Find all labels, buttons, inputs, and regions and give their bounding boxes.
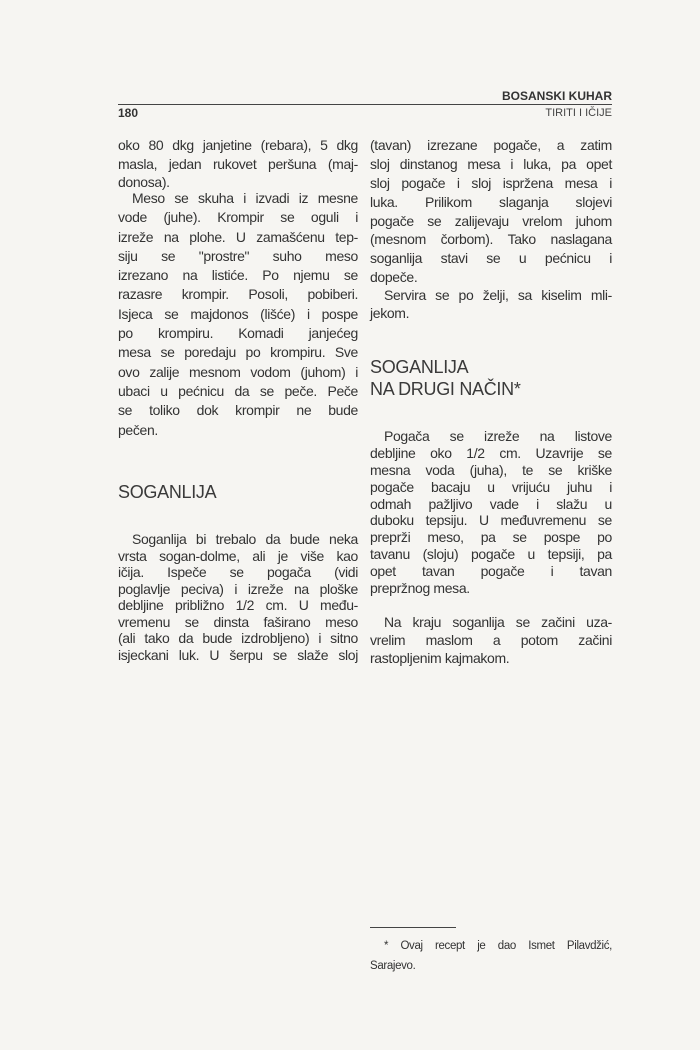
text-line: (mesnom čorbom). Tako naslagana [370, 231, 612, 248]
text-line: izreže na plohe. U zamašćenu tep- [118, 228, 358, 245]
footnote [370, 936, 612, 976]
text-line: soganlija stavi se u pećnicu i [370, 250, 612, 267]
text-line: * Ovaj recept je dao Ismet Pilavdžić, [384, 940, 612, 952]
page-number: 180 [118, 106, 139, 120]
text-line: odmah pažljivo vade i slažu u [370, 495, 612, 512]
text-line: rastopljenim kajmakom. [370, 650, 510, 666]
text-line: debljine približno 1/2 cm. U među- [118, 597, 358, 613]
text-line: vode (juhe). Krompir se oguli i [118, 209, 358, 226]
text-line: preprži meso, pa se pospe po [370, 529, 612, 546]
text-line: Na kraju soganlija se začini uza- [384, 614, 612, 630]
text-line: Soganlija bi trebalo da bude neka [132, 531, 358, 547]
text-line: Sarajevo. [370, 960, 416, 972]
left-paragraph-1 [118, 136, 358, 192]
text-line: dopeče. [370, 269, 418, 286]
header-rule [118, 104, 612, 105]
text-line: vrelim maslom a potom začini [370, 632, 612, 648]
text-line: Meso se skuha i izvadi iz mesne [132, 190, 358, 206]
section-heading-soganlija: SOGANLIJA [118, 482, 217, 502]
left-paragraph-3 [118, 531, 358, 663]
text-line: debljine oko 1/2 cm. Uzavrije se [370, 444, 612, 461]
text-line: mesna voda (juha), te se kriške [370, 461, 612, 478]
right-paragraph-4 [370, 613, 612, 667]
text-line: poglavlje peciva) i izreže na ploške [118, 580, 358, 597]
chapter-title: TIRITI I IČIJE [545, 107, 612, 119]
text-line: pečen. [118, 421, 158, 438]
text-line: Servira se po želji, sa kiselim mli- [384, 287, 612, 303]
text-line: izrezano na listiće. Po njemu se [118, 267, 358, 284]
text-line: oko 80 dkg janjetine (rebara), 5 dkg [118, 137, 358, 153]
text-line: pogače se zalijevaju vrelom juhom [370, 212, 612, 229]
text-line: ovo zalije mesnom vodom (juhom) i [118, 363, 358, 380]
book-title: BOSANSKI KUHAR [501, 89, 612, 103]
text-line: vremenu se dinsta faširano meso [118, 613, 358, 630]
right-paragraph-3 [370, 428, 612, 597]
text-line: isjeckani luk. U šerpu se slaže sloj [118, 646, 358, 663]
text-line: se toliko dok krompir ne bude [118, 402, 358, 419]
heading-line-2: NA DRUGI NAČIN* [370, 379, 521, 399]
text-line: po krompiru. Komadi janjećeg [118, 325, 358, 342]
text-line: mesa se poredaju po krompiru. Sve [118, 344, 358, 361]
right-paragraph-1 [370, 136, 612, 287]
text-line: siju se "prostre" suho meso [118, 247, 358, 264]
text-line: (ali tako da bude izdrobljeno) i sitno [118, 630, 358, 646]
text-line: ubaci u pećnicu da se peče. Peče [118, 382, 358, 399]
text-line: tavanu (sloju) pogače u tepsiji, pa [370, 546, 612, 563]
text-line: pogače bacaju u vrijuću juhu i [370, 478, 612, 495]
left-paragraph-2 [118, 189, 358, 440]
text-line: Pogača se izreže na listove [384, 428, 612, 444]
text-line: sloj dinstanog mesa i luka, pa opet [370, 155, 612, 172]
text-line: opet tavan pogače i tavan [370, 563, 612, 580]
text-line: Isjeca se majdonos (lišće) i pospe [118, 305, 358, 322]
footnote-rule [370, 927, 456, 928]
right-paragraph-2 [370, 286, 612, 322]
text-line: masla, jedan rukovet peršuna (maj- [118, 155, 358, 172]
heading-line-1: SOGANLIJA [370, 357, 469, 377]
text-line: donosa). [118, 174, 170, 190]
text-line: ičija. Ispeče se pogača (vidi [118, 564, 358, 580]
section-heading-soganlija-na-drugi-nacin [370, 356, 521, 400]
text-line: sloj pogače i sloj ispržena mesa i [370, 174, 612, 191]
text-line: prepržnog mesa. [370, 580, 470, 597]
text-line: (tavan) izrezane pogače, a zatim [370, 137, 612, 153]
text-line: razasre krompir. Posoli, pobiberi. [118, 286, 358, 303]
text-line: jekom. [370, 305, 410, 321]
text-line: duboku tepsiju. U međuvremenu se [370, 512, 612, 529]
text-line: luka. Prilikom slaganja slojevi [370, 193, 612, 210]
text-line: vrsta sogan-dolme, ali je više kao [118, 547, 358, 564]
